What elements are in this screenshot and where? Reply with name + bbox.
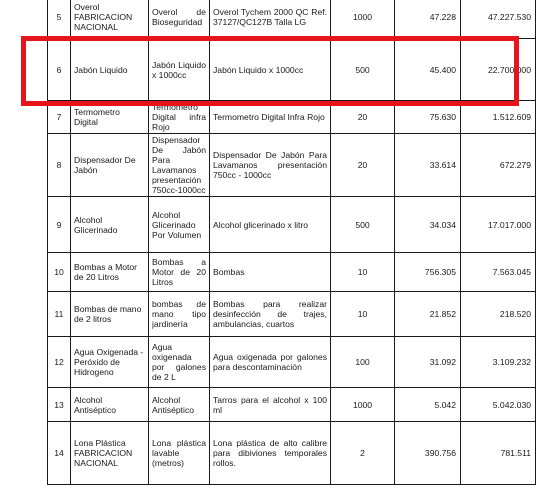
item-number: 7 [48,101,71,134]
item-quantity: 100 [331,337,395,388]
item-number: 9 [48,197,71,253]
item-specification: Lona plástica de alto calibre para dibiviones temporales rollos. [210,422,331,485]
item-name: Bombas a Motor de 20 Litros [71,253,149,292]
table-row [48,337,536,388]
item-unit-price: 756.305 [395,253,461,292]
item-specification: Overol Tychem 2000 QC Ref. 37127/QC127B Talla LG [210,0,331,39]
item-number: 12 [48,337,71,388]
item-quantity: 2 [331,422,395,485]
item-quantity: 20 [331,134,395,197]
table-row [48,292,536,337]
item-description: Bombas a Motor de 20 Litros [149,253,210,292]
item-number: 5 [48,0,71,39]
item-quantity: 20 [331,101,395,134]
item-unit-price: 31.092 [395,337,461,388]
item-quantity: 10 [331,292,395,337]
item-name: Alcohol Glicerinado [71,197,149,253]
item-description: Alcohol Glicerinado Por Volumen [149,197,210,253]
item-number: 8 [48,134,71,197]
price-table [47,0,536,485]
item-unit-price: 75.630 [395,101,461,134]
item-name: Dispensador De Jabón [71,134,149,197]
item-unit-price: 34.034 [395,197,461,253]
item-specification: Jabón Liquido x 1000cc [210,39,331,101]
item-total: 672.279 [461,134,536,197]
item-specification: Bombas para realizar desinfección de trajes, ambulancias, cuartos [210,292,331,337]
item-total: 5.042.030 [461,388,536,422]
item-description: Lona plástica lavable (metros) [149,422,210,485]
table-row [48,0,536,39]
table-row [48,134,536,197]
item-total: 1.512.609 [461,101,536,134]
item-quantity: 500 [331,197,395,253]
item-specification: Agua oxigenada por galones para descontaminación [210,337,331,388]
item-description: Termometro Digital infra Rojo [149,101,210,134]
item-quantity: 1000 [331,388,395,422]
item-description: Jabón Liquido x 1000cc [149,39,210,101]
item-name: Termometro Digital [71,101,149,134]
item-name: Overol FABRICACION NACIONAL [71,0,149,39]
item-total: 47.227.530 [461,0,536,39]
item-number: 11 [48,292,71,337]
item-number: 6 [48,39,71,101]
item-specification: Termometro Digital Infra Rojo [210,101,331,134]
item-specification: Tarros para el alcohol x 100 ml [210,388,331,422]
item-number: 10 [48,253,71,292]
table-row [48,253,536,292]
item-unit-price: 390.756 [395,422,461,485]
table-row [48,101,536,134]
item-quantity: 1000 [331,0,395,39]
item-number: 13 [48,388,71,422]
item-total: 17.017.000 [461,197,536,253]
item-number: 14 [48,422,71,485]
item-quantity: 500 [331,39,395,101]
item-description: Alcohol Antiséptico [149,388,210,422]
item-specification: Alcohol glicerinado x litro [210,197,331,253]
table-row [48,39,536,101]
item-specification: Dispensador De Jabón Para Lavamanos presentación 750cc - 1000cc [210,134,331,197]
item-total: 3.109.232 [461,337,536,388]
table-row [48,197,536,253]
item-unit-price: 33.614 [395,134,461,197]
item-total: 218.520 [461,292,536,337]
item-name: Agua Oxigenada - Peróxido de Hidrogeno [71,337,149,388]
item-unit-price: 45.400 [395,39,461,101]
item-unit-price: 21.852 [395,292,461,337]
item-specification: Bombas [210,253,331,292]
item-quantity: 10 [331,253,395,292]
item-total: 7.563.045 [461,253,536,292]
item-name: Alcohol Antiséptico [71,388,149,422]
item-total: 781.511 [461,422,536,485]
item-description: Agua oxigenada por galones de 2 L [149,337,210,388]
item-name: Jabón Liquido [71,39,149,101]
item-description: Dispensador De Jabón Para Lavamanos presentación 750cc-1000cc [149,134,210,197]
item-name: Lona Plástica FABRICACION NACIONAL [71,422,149,485]
item-total: 22.700.000 [461,39,536,101]
item-description: bombas de mano tipo jardinería [149,292,210,337]
item-unit-price: 47.228 [395,0,461,39]
item-unit-price: 5.042 [395,388,461,422]
item-description: Overol de Bioseguridad [149,0,210,39]
item-name: Bombas de mano de 2 litros [71,292,149,337]
table-row [48,388,536,422]
table-row [48,422,536,485]
